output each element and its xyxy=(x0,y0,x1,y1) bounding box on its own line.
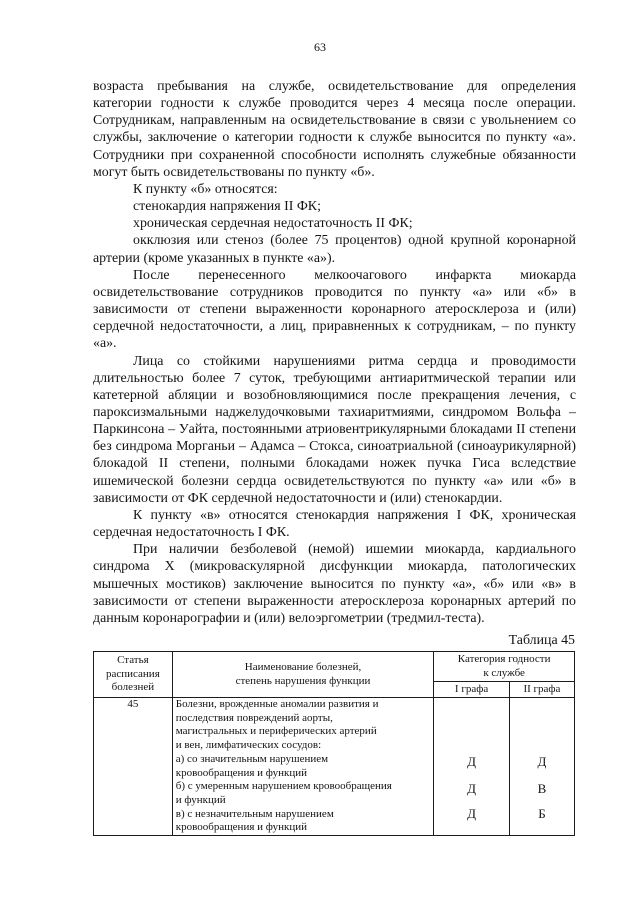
header-column-2: II графа xyxy=(509,682,574,698)
item-b-column-2: В xyxy=(537,780,547,796)
cell-disease-description xyxy=(172,698,434,836)
intro-line: последствия повреждений аорты, xyxy=(175,711,333,724)
intro-line: и вен, лимфатических сосудов: xyxy=(175,739,322,752)
intro-line: Болезни, врожденные аномалии развития и xyxy=(175,698,379,710)
paragraph-angina-ii: стенокардия напряжения II ФК; xyxy=(133,199,321,215)
item-a-column-1: Д xyxy=(467,754,476,769)
paragraph-silent-ischemia: При наличии безболевой (немой) ишемии миокарда, кардиального синдрома X (микроваскулярной дисфункции миокарда, патологических мышечных мостиков) заключение выносится по пункту «а», «б» или «в» в зависимости от степени выраженности атеросклероза коронарных артерий по данным коронарографии и (или) велоэргометрии (тредмил-теста). xyxy=(93,542,576,626)
item-v-column-1: Д xyxy=(467,806,476,822)
table-45 xyxy=(93,651,575,836)
table-caption: Таблица 45 xyxy=(508,633,575,648)
header-disease-name: Наименование болезней, степень нарушения функции xyxy=(172,652,434,698)
page-number: 63 xyxy=(314,40,326,54)
paragraph-point-b-heading: К пункту «б» относятся: xyxy=(133,181,278,197)
header-column-1: I графа xyxy=(434,682,510,698)
table-header-row xyxy=(94,652,575,682)
paragraph-small-focal-infarction: После перенесенного мелкоочагового инфаркта миокарда освидетельствование сотрудников проводится по пункту «а» или «б» в зависимости от степени выраженности коронарного атеросклероза и (или) сердечной недостаточности, а лиц, приравненных к сотрудникам, – по пункту «а». xyxy=(93,267,576,352)
item-v-line: кровообращения и функций xyxy=(175,821,308,834)
item-a-column-2: Д xyxy=(537,754,547,769)
item-a-line: кровообращения и функций xyxy=(175,766,308,779)
cell-article: 45 xyxy=(94,698,173,836)
item-b-column-1: Д xyxy=(467,780,476,796)
paragraph-arrhythmia: Лица со стойкими нарушениями ритма сердца и проводимости длительностью более 7 суток, требующими антиаритмической терапии или катетерной абляции и возобновляющимися после прекращения лечения, с пароксизмальными наджелудочковыми тахиаритмиями, синдромом Вольфа – Паркинсона – Уайта, постоянными атриовентрикулярными блокадами II степени без синдрома Морганьи – Адамса – Стокса, синоатриальной (синоаурикулярной) блокадой II степени, полными блокадами ножек пучка Гиса вследствие ишемической болезни сердца освидетельствуются по пункту «а» или «б» в зависимости от ФК сердечной недостаточности и (или) стенокардии. xyxy=(93,353,576,506)
paragraph-surgery-age: возраста пребывания на службе, освидетельствование для определения категории годности к службе проводится через 4 месяца после операции. Сотрудникам, направленным на освидетельствование в связи с увольнением со службы, заключение о категории годности к службе выносится по пункту «а». Сотрудники при сохраненной способности исполнять служебные обязанности могут быть освидетельствованы по пункту «б». xyxy=(93,79,576,180)
table-row xyxy=(94,698,575,836)
header-article: Статья расписания болезней xyxy=(94,652,173,698)
document-body xyxy=(93,78,576,627)
item-v-column-2: Б xyxy=(538,806,546,822)
paragraph-point-v: К пункту «в» относятся стенокардия напряжения I ФК, хроническая сердечная недостаточность I ФК. xyxy=(93,507,576,541)
paragraph-occlusion: окклюзия или стеноз (более 75 процентов) одной крупной коронарной артерии (кроме указанных в пункте «а»). xyxy=(93,233,576,266)
item-b-line: б) с умеренным нарушением кровообращения xyxy=(175,780,392,793)
paragraph-heart-failure-ii: хроническая сердечная недостаточность II ФК; xyxy=(133,216,413,232)
intro-line: магистральных и периферических артерий xyxy=(175,725,377,738)
item-v-line: в) с незначительным нарушением xyxy=(175,807,334,820)
item-a-line: а) со значительным нарушением xyxy=(175,752,329,765)
item-b-line: и функций xyxy=(175,793,226,806)
cell-column-1 xyxy=(434,698,510,836)
header-fitness-category: Категория годности к службе xyxy=(434,652,575,682)
cell-column-2 xyxy=(509,698,574,836)
